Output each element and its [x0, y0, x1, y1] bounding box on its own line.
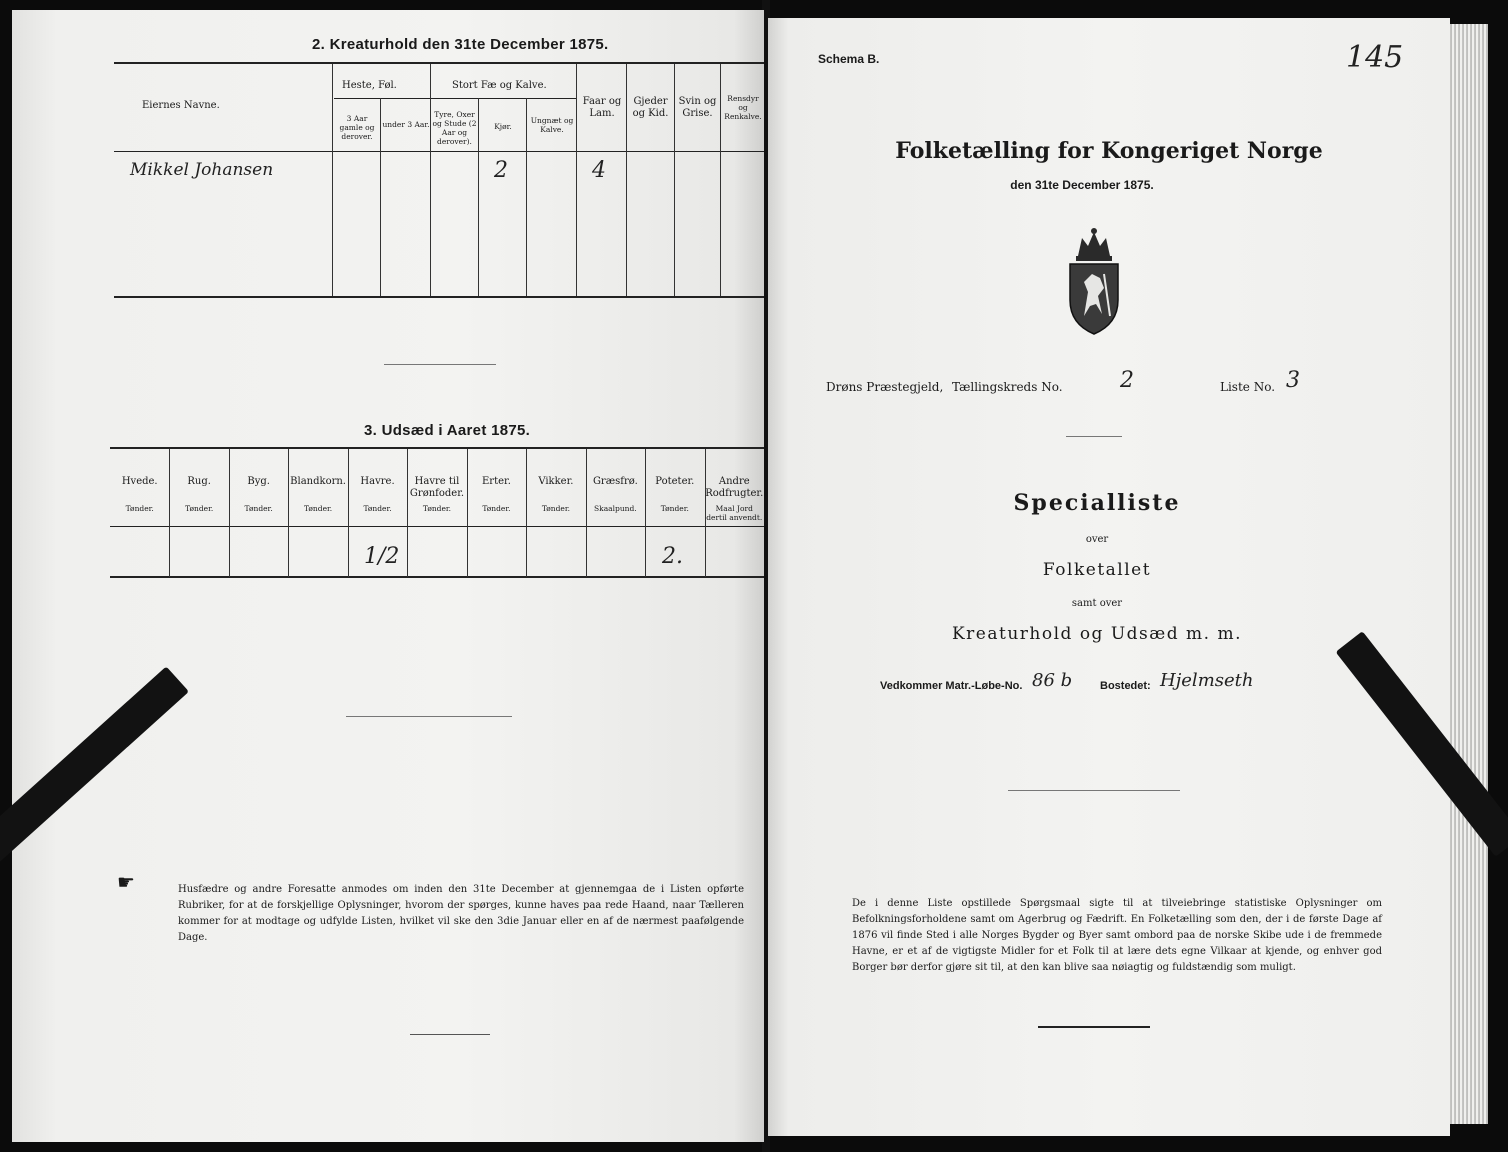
bosted-label: Bostedet:: [1100, 680, 1151, 692]
liste-label: Liste No.: [1220, 380, 1276, 394]
over-text: over: [1085, 534, 1109, 545]
udsaed-col-divider: [288, 449, 289, 577]
header-stort-a: Tyre, Oxer og Stude (2 Aar og derover).: [432, 110, 477, 146]
kreds-value-handwritten: 2: [1120, 368, 1134, 393]
header-rensdyr: Rensdyr og Renkalve.: [724, 94, 762, 121]
udsaed-col-unit: Tønder.: [304, 504, 333, 513]
udsaed-col-name: Blandkorn.: [290, 476, 346, 487]
page-edges: [1448, 24, 1488, 1124]
notice-text: Husfædre og andre Foresatte anmodes om inden den 31te December at gjennemgaa de i Listen opførte Rubriker, for at de forskjellige Oplysninger, hvorom der spørges, kunne haves paa rede Haand, naar Tælleren kommer for at modtage og udfylde Listen, hvilket vil ske den 3die Januar eller en af de nærmest paafølgende Dage.: [178, 884, 744, 943]
owner-name-handwritten: Mikkel Johansen: [130, 160, 274, 180]
poteter-value-handwritten: 2.: [662, 544, 683, 569]
col-divider: [720, 64, 721, 296]
udsaed-col-name: Havre.: [360, 476, 395, 487]
table3-bottom-rule: [110, 576, 764, 578]
table2-top-rule: [114, 62, 764, 64]
udsaed-col-divider: [645, 449, 646, 577]
udsaed-col-name: Græsfrø.: [592, 476, 638, 487]
udsaed-col-name: Rug.: [187, 476, 211, 487]
udsaed-col-name: Andre Rodfrugter.: [705, 476, 764, 499]
header-heste-a: 3 Aar gamle og derover.: [339, 114, 375, 141]
udsaed-col-unit: Tønder.: [125, 504, 154, 513]
udsaed-col-unit: Tønder.: [422, 504, 452, 513]
header-faar: Faar og Lam.: [582, 96, 622, 119]
col-divider: [380, 98, 381, 296]
kjor-count-handwritten: 2: [494, 158, 508, 183]
col-divider: [576, 64, 577, 296]
udsaed-col-name: Erter.: [482, 476, 511, 487]
samt-over-text: samt over: [1071, 598, 1123, 609]
udsaed-col-unit: Tønder.: [660, 504, 689, 513]
header-heste: Heste, Føl.: [342, 80, 397, 91]
schema-label: Schema B.: [818, 52, 880, 66]
udsaed-col-name: Vikker.: [538, 476, 574, 487]
col-divider: [526, 98, 527, 296]
col-divider: [478, 98, 479, 296]
udsaed-col-unit: Tønder.: [482, 504, 511, 513]
footer-text: De i denne Liste opstillede Spørgsmaal sigte til at tilveiebringe statistiske Oplysninger om Befolkningsforholdene samt om Agerbrug og Fædrift. En Folketælling som den, der i de første Dage af 1876 vil finde Sted i alle Norges Bygder og Byer samt ombord paa de norske Skibe ude i de fremmede Havne, er et af de vigtigste Midler for et Folk til at lære dets egne Vilkaar at kjende, og enhver god Borger bør derfor gjøre sit til, at den kan blive saa nøiagtig og fuldstændig som muligt.: [852, 898, 1382, 973]
kreaturhold-text: Kreaturhold og Udsæd m. m.: [951, 624, 1242, 644]
table3-header-rule: [110, 526, 764, 527]
table2-bottom-rule: [114, 296, 764, 298]
udsaed-col-divider: [467, 449, 468, 577]
header-owner: Eiernes Navne.: [142, 100, 220, 111]
separator-rule: [410, 1034, 490, 1035]
kreds-label: Tællingskreds No.: [952, 380, 1063, 394]
udsaed-col-unit: Skaalpund.: [594, 504, 637, 513]
udsaed-col-unit: Tønder.: [244, 504, 273, 513]
udsaed-col-unit: Tønder.: [363, 504, 392, 513]
udsaed-col-divider: [169, 449, 170, 577]
udsaed-col-name: Byg.: [247, 476, 270, 487]
header-stort-c: Ungnæt og Kalve.: [530, 116, 574, 134]
udsaed-col-divider: [407, 449, 408, 577]
matr-value-handwritten: 86 b: [1032, 670, 1073, 691]
coat-of-arms-icon: [1064, 226, 1124, 336]
date-line: den 31te December 1875.: [1010, 178, 1154, 192]
pointing-hand-icon: ☛: [117, 870, 135, 894]
liste-value-handwritten: 3: [1286, 368, 1300, 393]
table2-header-rule: [114, 151, 764, 152]
udsaed-col-divider: [348, 449, 349, 577]
matr-label: Vedkommer Matr.-Løbe-No.: [880, 680, 1023, 692]
separator-rule: [384, 364, 496, 365]
header-stort: Stort Fæ og Kalve.: [452, 80, 547, 91]
section2-title: 2. Kreaturhold den 31te December 1875.: [312, 36, 609, 53]
header-gjeder: Gjeder og Kid.: [632, 96, 669, 119]
heste-sub-rule: [334, 98, 430, 99]
header-heste-b: under 3 Aar.: [382, 120, 430, 129]
folketallet-text: Folketallet: [1042, 560, 1152, 580]
udsaed-col-divider: [229, 449, 230, 577]
udsaed-col-unit: Tønder.: [185, 504, 214, 513]
bosted-value-handwritten: Hjelmseth: [1160, 670, 1254, 691]
separator-rule: [346, 716, 512, 717]
udsaed-col-unit: Maal Jord dertil anvendt.: [706, 504, 763, 522]
faar-count-handwritten: 4: [592, 158, 606, 183]
stort-sub-rule: [430, 98, 576, 99]
right-page: [768, 18, 1450, 1136]
page-number-handwritten: 145: [1346, 40, 1404, 75]
left-page: [12, 10, 764, 1142]
separator-rule: [1008, 790, 1180, 791]
udsaed-col-name: Hvede.: [121, 476, 158, 487]
havre-value-handwritten: 1/2: [364, 544, 400, 569]
footer-rule: [1038, 1026, 1150, 1028]
separator-rule: [1066, 436, 1122, 437]
table3-top-rule: [110, 447, 764, 449]
special-title: Specialliste: [1013, 490, 1181, 516]
section3-title: 3. Udsæd i Aaret 1875.: [364, 422, 531, 439]
header-svin: Svin og Grise.: [678, 96, 717, 119]
prestegjeld-label: Drøns Præstegjeld,: [826, 380, 944, 394]
udsaed-col-divider: [526, 449, 527, 577]
udsaed-col-unit: Tønder.: [541, 504, 570, 513]
header-stort-b: Kjør.: [494, 122, 512, 131]
udsaed-col-divider: [586, 449, 587, 577]
main-title: Folketælling for Kongeriget Norge: [895, 138, 1323, 164]
udsaed-col-name: Havre til Grønfoder.: [409, 476, 465, 499]
col-divider: [332, 64, 333, 296]
col-divider: [430, 64, 431, 296]
udsaed-col-name: Poteter.: [655, 476, 695, 487]
